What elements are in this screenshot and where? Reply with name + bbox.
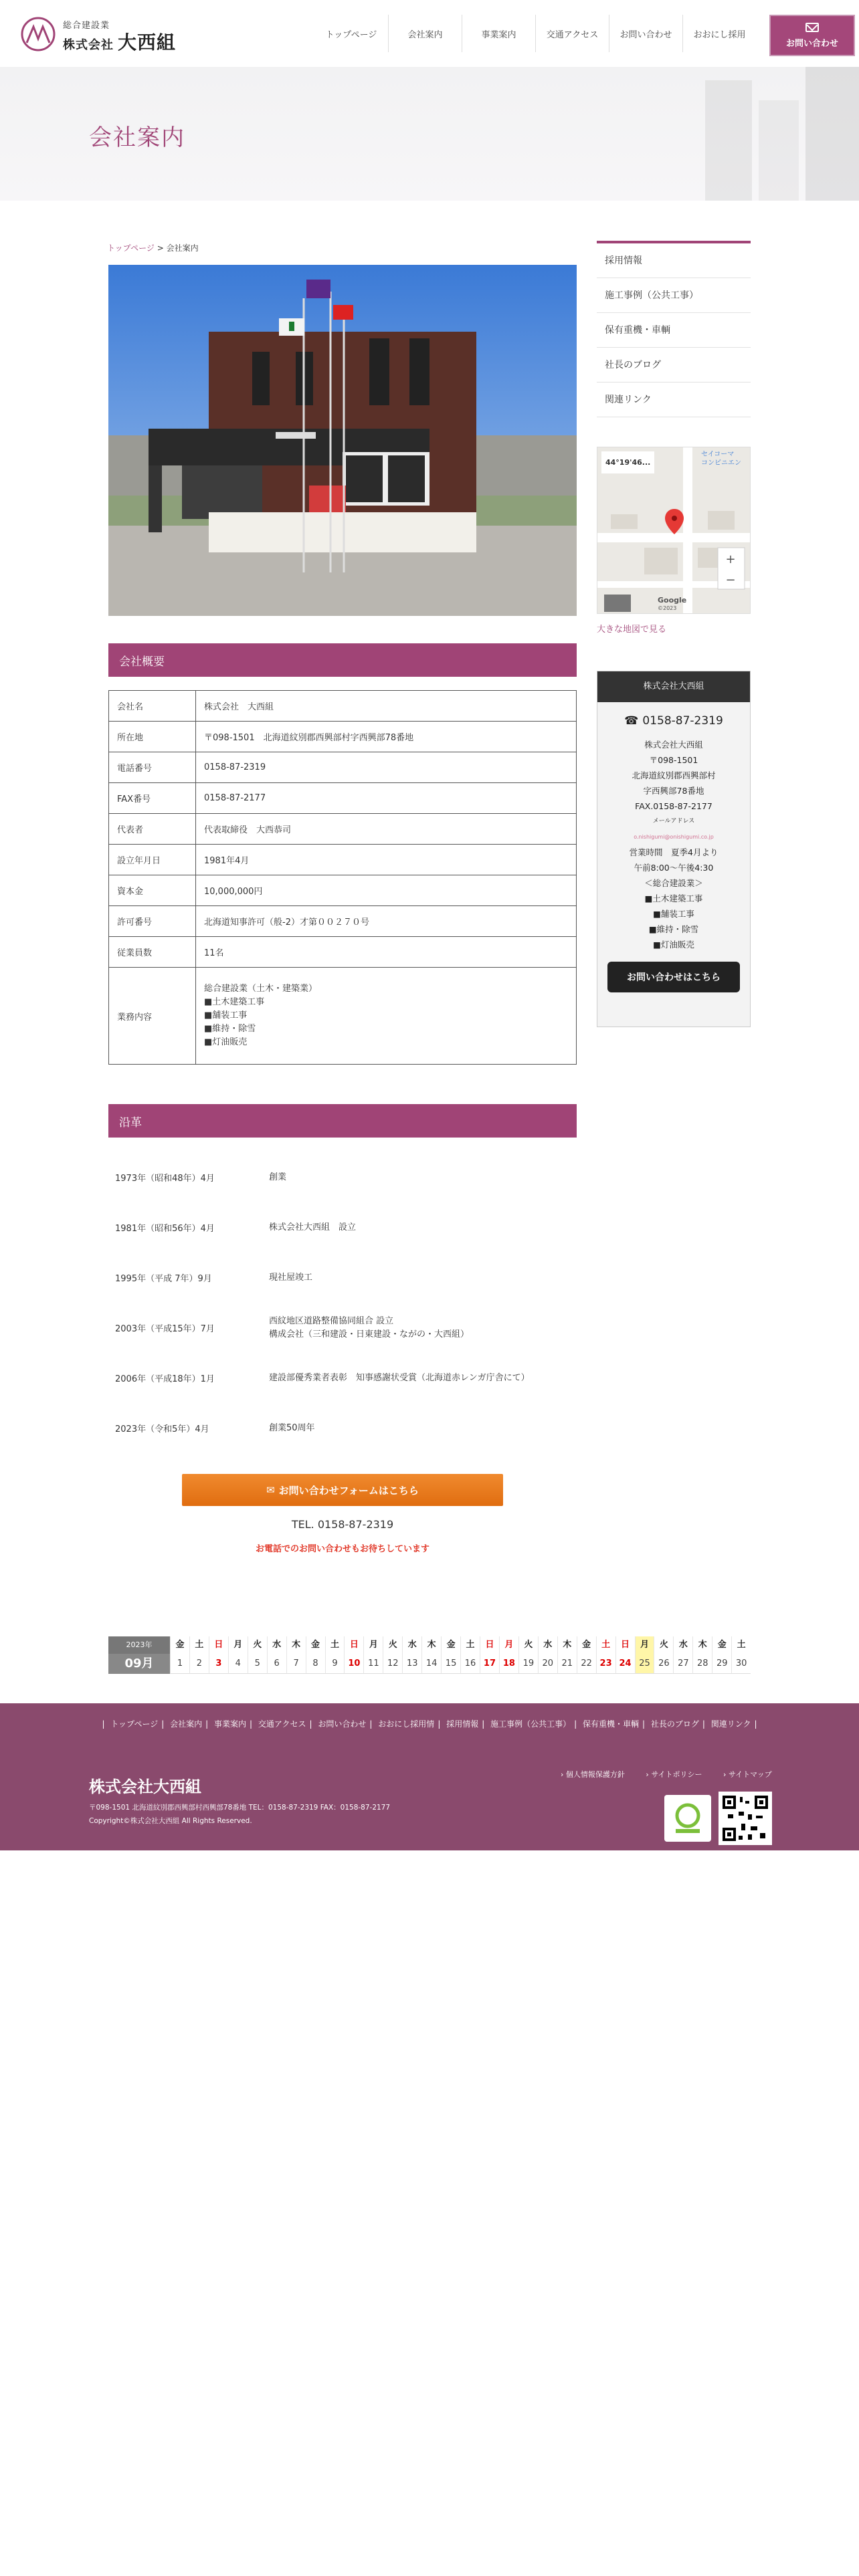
calendar-day xyxy=(344,1636,363,1674)
calendar-weekday: 金 xyxy=(582,1640,591,1650)
calendar-date: 16 xyxy=(464,1658,476,1669)
calendar-date: 15 xyxy=(445,1658,457,1669)
table-row xyxy=(109,937,577,968)
calendar-weekday: 土 xyxy=(737,1640,746,1650)
calendar-day xyxy=(306,1636,325,1674)
footer-link[interactable]: トップページ xyxy=(110,1719,159,1729)
table-row xyxy=(109,875,577,906)
header-contact-label: お問い合わせ xyxy=(785,38,838,49)
table-row xyxy=(109,752,577,783)
calendar-date: 6 xyxy=(274,1658,280,1669)
info-hours: ■維持・除雪 xyxy=(648,924,699,934)
zoom-out-icon: − xyxy=(725,573,736,587)
table-value: 11名 xyxy=(196,937,577,968)
business-line: 総合建設業（土木・建築業） xyxy=(204,984,318,994)
info-line: 字西興部78番地 xyxy=(643,786,704,796)
table-value xyxy=(196,968,577,1065)
calendar-weekday: 金 xyxy=(175,1640,185,1650)
calendar-weekday: 日 xyxy=(485,1640,494,1650)
company-overview-table xyxy=(108,690,577,1065)
info-hours: 営業時間 夏季4月より xyxy=(629,847,719,857)
info-tel[interactable]: ☎ 0158-87-2319 xyxy=(624,714,723,728)
info-mail[interactable]: o.nishigumi@onishigumi.co.jp xyxy=(634,834,714,840)
calendar-day xyxy=(460,1636,480,1674)
map-poi-label: セイコーマ コンビニエン xyxy=(701,451,741,467)
calendar-date: 19 xyxy=(522,1658,535,1669)
business-line: ■維持・除雪 xyxy=(204,1024,256,1034)
calendar-day xyxy=(189,1636,209,1674)
footer-link[interactable]: 事業案内 xyxy=(214,1719,247,1729)
calendar-weekday: 日 xyxy=(349,1640,359,1650)
footer-brand: 株式会社大西組 xyxy=(89,1778,201,1796)
calendar-date: 5 xyxy=(254,1658,260,1669)
calendar-weekday: 日 xyxy=(621,1640,630,1650)
info-line: 〒098-1501 xyxy=(649,755,698,765)
history-year: 2023年（令和5年）4月 xyxy=(115,1424,209,1434)
table-key: 業務内容 xyxy=(109,968,196,1065)
certification-badge-icon xyxy=(664,1795,711,1842)
logo-name: 株式会社 大西組 xyxy=(63,31,177,53)
calendar-date: 12 xyxy=(387,1658,399,1669)
calendar-weekday: 月 xyxy=(369,1640,378,1650)
info-contact-button[interactable]: お問い合わせはこちら xyxy=(607,962,740,992)
footer-link[interactable]: 採用情報 xyxy=(446,1719,479,1729)
calendar-day xyxy=(228,1636,248,1674)
history-year: 1973年（昭和48年）4月 xyxy=(115,1174,215,1184)
breadcrumb xyxy=(107,242,199,253)
calendar-weekday: 火 xyxy=(524,1640,533,1650)
business-calendar xyxy=(108,1636,751,1674)
calendar-day xyxy=(286,1636,306,1674)
site-footer xyxy=(0,1703,859,1850)
calendar-weekday: 金 xyxy=(446,1640,456,1650)
calendar-date: 11 xyxy=(368,1658,379,1669)
sidebar-nav xyxy=(597,241,751,417)
calendar-weekday: 土 xyxy=(195,1640,204,1650)
footer-link[interactable]: 保有重機・車輌 xyxy=(582,1719,639,1729)
calendar-weekday: 土 xyxy=(601,1640,611,1650)
history-event: 株式会社大西組 設立 xyxy=(269,1222,357,1232)
footer-address: 〒098-1501 北海道紋別郡西興部村西興部78番地 TEL：0158-87-2319 FAX：0158-87-2177 xyxy=(89,1804,391,1812)
table-value: 1981年4月 xyxy=(196,845,577,875)
calendar-weekday: 木 xyxy=(292,1640,301,1650)
site-logo[interactable] xyxy=(20,16,221,53)
info-hours: 午前8:00〜午後4:30 xyxy=(634,863,714,873)
history-year: 2006年（平成18年）1月 xyxy=(115,1374,215,1384)
nav-recruit[interactable]: おおにし採用 xyxy=(682,15,756,52)
global-nav xyxy=(314,15,756,52)
calendar-weekday: 金 xyxy=(717,1640,727,1650)
table-row xyxy=(109,845,577,875)
qr-code-icon xyxy=(719,1792,772,1845)
table-key: 許可番号 xyxy=(109,906,196,937)
table-row xyxy=(109,691,577,722)
history-event: 建設部優秀業者表彰 知事感謝状受賞（北海道赤レンガ庁舎にて） xyxy=(269,1373,530,1383)
calendar-weekday: 土 xyxy=(330,1640,339,1650)
calendar-day xyxy=(538,1636,557,1674)
calendar-weekday: 月 xyxy=(640,1640,649,1650)
business-line: ■土木建築工事 xyxy=(204,997,265,1007)
calendar-date: 28 xyxy=(697,1658,708,1669)
info-mail-label: メールアドレス xyxy=(652,818,695,825)
table-row xyxy=(109,814,577,845)
calendar-day xyxy=(518,1636,538,1674)
calendar-day xyxy=(596,1636,615,1674)
footer-link[interactable]: 会社案内 xyxy=(170,1719,203,1729)
history-event: 創業 xyxy=(269,1172,287,1182)
footer-link[interactable]: 関連リンク xyxy=(710,1719,751,1729)
calendar-date: 23 xyxy=(599,1658,612,1669)
table-value: 北海道知事許可（般-2）才第００２７０号 xyxy=(196,906,577,937)
table-value: 10,000,000円 xyxy=(196,875,577,906)
calendar-day xyxy=(673,1636,692,1674)
calendar-weekday: 水 xyxy=(407,1640,417,1650)
overview-heading: 会社概要 xyxy=(108,643,577,677)
google-badge: Google xyxy=(658,596,687,605)
calendar-days xyxy=(170,1636,751,1674)
nav-contact[interactable]: お問い合わせ xyxy=(609,15,682,52)
page-hero xyxy=(0,67,859,201)
calendar-weekday: 日 xyxy=(214,1640,223,1650)
calendar-label xyxy=(108,1636,170,1674)
zoom-in-icon: + xyxy=(725,552,736,566)
footer-sub-links xyxy=(561,1769,791,1780)
nav-access[interactable]: 交通アクセス xyxy=(535,15,609,52)
footer-nav: | トップページ | 会社案内 | 事業案内 | 交通アクセス | お問い合わせ | おおにし採用情 | 採用情報 | 施工事例（公共工事） | 保有重機・車輌 | 社長のブログ | 関連リンク | xyxy=(102,1719,757,1729)
history-event: 創業50周年 xyxy=(269,1423,315,1433)
logo-subtitle: 総合建設業 xyxy=(63,21,110,31)
nav-company[interactable]: 会社案内 xyxy=(388,15,462,52)
calendar-year: 2023年 xyxy=(108,1636,170,1654)
calendar-date: 20 xyxy=(542,1658,554,1669)
sitemap-link[interactable]: › サイトマップ xyxy=(723,1770,772,1779)
calendar-day xyxy=(577,1636,596,1674)
calendar-weekday: 木 xyxy=(427,1640,436,1650)
breadcrumb-home-link[interactable]: トップページ xyxy=(107,243,155,253)
site-header xyxy=(0,0,859,67)
calendar-date: 21 xyxy=(561,1658,573,1669)
table-value: 〒098-1501 北海道紋別郡西興部村字西興部78番地 xyxy=(196,722,577,752)
footer-link[interactable]: 交通アクセス xyxy=(258,1719,306,1729)
table-row xyxy=(109,783,577,814)
calendar-weekday: 金 xyxy=(311,1640,320,1650)
table-key: FAX番号 xyxy=(109,783,196,814)
sidebar-item-blog[interactable]: 社長のブログ xyxy=(597,348,751,383)
footer-link[interactable]: 施工事例（公共工事） xyxy=(490,1719,571,1729)
footer-link[interactable]: 社長のブログ xyxy=(650,1719,699,1729)
calendar-day xyxy=(441,1636,460,1674)
calendar-weekday: 月 xyxy=(504,1640,514,1650)
business-line: ■舗装工事 xyxy=(204,1010,248,1021)
company-building-photo xyxy=(108,265,577,616)
page-title: 会社案内 xyxy=(89,124,185,151)
footer-copyright: Copyright©株式会社大西組 All Rights Reserved. xyxy=(89,1817,252,1825)
contact-form-label: お問い合わせフォームはこちら xyxy=(278,1484,419,1497)
logo-mark-icon xyxy=(20,16,56,52)
info-hours: ■土木建築工事 xyxy=(644,893,703,903)
info-line: 北海道紋別郡西興部村 xyxy=(632,770,716,780)
calendar-date: 30 xyxy=(735,1658,747,1669)
calendar-day xyxy=(712,1636,731,1674)
sidebar-item-machinery[interactable]: 保有重機・車輌 xyxy=(597,313,751,348)
calendar-date: 26 xyxy=(658,1658,670,1669)
calendar-weekday: 月 xyxy=(233,1640,243,1650)
calendar-day xyxy=(480,1636,499,1674)
history-year: 1995年（平成 7年）9月 xyxy=(115,1274,212,1284)
phone-icon: ☎ xyxy=(624,714,639,728)
history-event: 現社屋竣工 xyxy=(269,1273,313,1283)
cta-tel: TEL. 0158-87-2319 xyxy=(291,1518,394,1531)
info-line: 株式会社大西組 xyxy=(644,740,703,750)
footer-link[interactable]: お問い合わせ xyxy=(318,1719,367,1729)
calendar-date: 27 xyxy=(678,1658,689,1669)
google-map[interactable] xyxy=(597,447,751,614)
nav-business[interactable]: 事業案内 xyxy=(462,15,535,52)
calendar-date: 29 xyxy=(716,1658,728,1669)
calendar-day xyxy=(499,1636,518,1674)
history-heading: 沿革 xyxy=(108,1104,577,1138)
sidebar-item-recruit[interactable]: 採用情報 xyxy=(597,243,751,278)
calendar-date: 25 xyxy=(639,1658,650,1669)
nav-top[interactable]: トップページ xyxy=(325,29,377,40)
business-line: ■灯油販売 xyxy=(204,1037,248,1047)
calendar-weekday: 水 xyxy=(543,1640,553,1650)
info-title: 株式会社大西組 xyxy=(597,671,750,702)
calendar-date: 7 xyxy=(293,1658,299,1669)
table-key: 代表者 xyxy=(109,814,196,845)
calendar-day xyxy=(267,1636,286,1674)
calendar-date: 17 xyxy=(483,1658,496,1669)
map-copyright: ©2023 xyxy=(658,605,677,611)
header-contact-button[interactable] xyxy=(769,15,855,56)
calendar-date: 8 xyxy=(312,1658,318,1669)
calendar-date: 18 xyxy=(502,1658,515,1669)
calendar-day xyxy=(692,1636,712,1674)
calendar-day xyxy=(615,1636,635,1674)
calendar-day xyxy=(654,1636,673,1674)
breadcrumb-separator: > xyxy=(157,243,164,253)
calendar-date: 4 xyxy=(235,1658,241,1669)
calendar-date: 14 xyxy=(425,1658,438,1669)
calendar-weekday: 水 xyxy=(678,1640,688,1650)
site-policy-link[interactable]: › サイトポリシー xyxy=(646,1770,702,1779)
history-event: 西紋地区道路整備協同組合 設立 構成会社（三和建設・日東建設・ながの・大西組） xyxy=(269,1316,470,1339)
info-hours: ■舗装工事 xyxy=(653,909,694,919)
info-hours: ＜総合建設業＞ xyxy=(644,878,703,888)
large-map-link[interactable]: 大きな地図で見る xyxy=(597,625,667,635)
calendar-date: 24 xyxy=(619,1658,632,1669)
table-row xyxy=(109,968,577,1065)
table-value: 株式会社 大西組 xyxy=(196,691,577,722)
company-info-box xyxy=(597,671,751,1027)
table-value: 0158-87-2177 xyxy=(196,783,577,814)
calendar-date: 13 xyxy=(406,1658,418,1669)
table-key: 資本金 xyxy=(109,875,196,906)
privacy-link[interactable]: › 個人情報保護方針 xyxy=(561,1770,625,1779)
calendar-day xyxy=(635,1636,654,1674)
calendar-date: 10 xyxy=(348,1658,361,1669)
calendar-weekday: 木 xyxy=(698,1640,707,1650)
breadcrumb-current: 会社案内 xyxy=(166,243,199,253)
calendar-day xyxy=(325,1636,345,1674)
mail-icon: ✉ xyxy=(266,1484,275,1496)
table-key: 電話番号 xyxy=(109,752,196,783)
calendar-weekday: 土 xyxy=(466,1640,475,1650)
table-key: 従業員数 xyxy=(109,937,196,968)
calendar-date: 1 xyxy=(177,1658,183,1669)
sidebar-item-links[interactable]: 関連リンク xyxy=(597,383,751,417)
calendar-day xyxy=(557,1636,577,1674)
table-key: 会社名 xyxy=(109,691,196,722)
table-key: 設立年月日 xyxy=(109,845,196,875)
calendar-day xyxy=(383,1636,402,1674)
footer-link[interactable]: おおにし採用情 xyxy=(378,1719,435,1729)
info-hours: ■灯油販売 xyxy=(653,940,694,950)
calendar-day xyxy=(170,1636,189,1674)
sidebar-item-works[interactable]: 施工事例（公共工事） xyxy=(597,278,751,313)
cta-note: お電話でのお問い合わせもお待ちしています xyxy=(255,1544,430,1554)
map-coord-label: 44°19'46... xyxy=(601,451,654,473)
table-key: 所在地 xyxy=(109,722,196,752)
calendar-weekday: 水 xyxy=(272,1640,282,1650)
hero-decoration xyxy=(685,67,859,201)
calendar-day xyxy=(209,1636,228,1674)
mail-icon xyxy=(805,23,819,32)
table-value: 代表取締役 大西恭司 xyxy=(196,814,577,845)
calendar-date: 3 xyxy=(215,1658,222,1669)
calendar-weekday: 火 xyxy=(659,1640,668,1650)
calendar-day xyxy=(363,1636,383,1674)
calendar-date: 2 xyxy=(196,1658,203,1669)
calendar-day xyxy=(421,1636,441,1674)
table-row xyxy=(109,906,577,937)
calendar-weekday: 火 xyxy=(253,1640,262,1650)
calendar-day xyxy=(731,1636,751,1674)
calendar-weekday: 火 xyxy=(388,1640,397,1650)
history-year: 2003年（平成15年）7月 xyxy=(115,1324,215,1334)
calendar-day xyxy=(402,1636,421,1674)
table-row xyxy=(109,722,577,752)
calendar-date: 9 xyxy=(332,1658,338,1669)
calendar-day xyxy=(248,1636,267,1674)
calendar-date: 22 xyxy=(581,1658,592,1669)
contact-form-button[interactable] xyxy=(182,1474,503,1506)
table-value: 0158-87-2319 xyxy=(196,752,577,783)
calendar-month: 09月 xyxy=(124,1656,154,1671)
history-year: 1981年（昭和56年）4月 xyxy=(115,1224,215,1234)
calendar-weekday: 木 xyxy=(563,1640,572,1650)
info-line: FAX.0158-87-2177 xyxy=(635,801,712,811)
